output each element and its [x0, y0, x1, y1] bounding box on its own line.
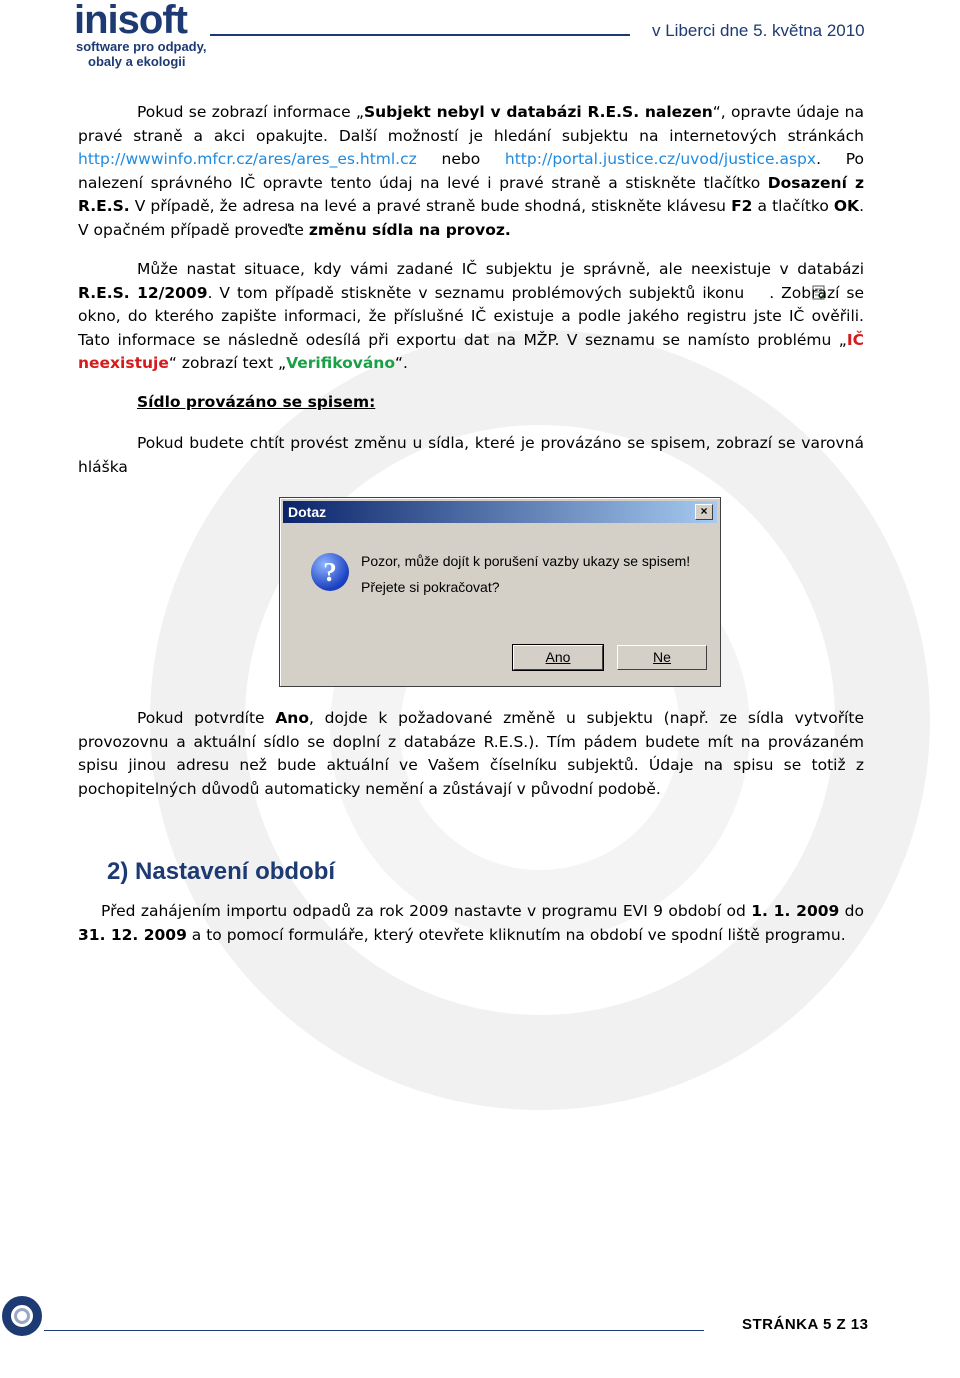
- paragraph-warning-line-1: Pokud budete chtít provést změnu u sídla, které je provázáno se spisem, zobrazí se varovná: [137, 434, 864, 452]
- question-icon: ?: [311, 553, 349, 591]
- paragraph-ic-not-exists: Může nastat situace, kdy vámi zadané IČ subjektu je správně, ale neexistuje v databázi R.E.S. 12/2009. V tom případě stiskněte v seznamu problémových subjektů ikonu . Zobrazí se okno, do kterého zapište informaci, že příslušné IČ existuje a podle jakého registru jste IČ ověřili. Tato informace se následně odesílá při exportu dat na MŽP. V seznamu se namísto problému „IČ neexistuje“ zobrazí text „Verifikováno“.: [78, 260, 864, 372]
- company-logo: inisoft: [74, 0, 187, 42]
- header-divider: [210, 34, 630, 36]
- section-title-linked-file: Sídlo provázáno se spisem:: [137, 393, 376, 411]
- company-logo-tagline: [76, 39, 207, 69]
- dialog-title: Dotaz: [288, 504, 327, 520]
- close-icon[interactable]: ×: [695, 504, 713, 520]
- logo-tagline-line-2: obaly a ekologii: [88, 54, 186, 69]
- no-button[interactable]: Ne: [617, 645, 707, 670]
- header-date: v Liberci dne 5. května 2010: [652, 21, 865, 40]
- dialog-message-line-1: Pozor, může dojít k porušení vazby ukazy se spisem!: [361, 553, 691, 569]
- yes-button[interactable]: Ano: [513, 645, 603, 670]
- heading-period-settings: 2) Nastavení období: [107, 858, 336, 885]
- document-check-icon[interactable]: [753, 284, 767, 299]
- paragraph-subject-not-found: Pokud se zobrazí informace „Subjekt nebyl v databázi R.E.S. nalezen“, opravte údaje na pravé straně a akci opakujte. Další možností je hledání subjektu na internetových stránkách http://wwwinfo.mfcr.cz/ares/ares_es.html.cz nebo http://portal.justice.cz/uvod/justice.aspx. Po nalezení správného IČ opravte tento údaj na levé i pravé straně a stiskněte tlačítko Dosazení z R.E.S. V případě, že adresa na levé a pravé straně bude shodná, stiskněte klávesu F2 a tlačítko OK. V opačném případě proveďte změnu sídla na provoz.: [78, 103, 864, 239]
- link-justice[interactable]: http://portal.justice.cz/uvod/justice.aspx: [504, 150, 817, 168]
- dialog-window: [279, 497, 721, 687]
- paragraph-warning-line-2: hláška: [78, 458, 128, 476]
- page-number: STRÁNKA 5 Z 13: [742, 1316, 869, 1333]
- paragraph-period-settings: Před zahájením importu odpadů za rok 2009 nastavte v programu EVI 9 období od 1. 1. 2009 do 31. 12. 2009 a to pomocí formuláře, který otevřete kliknutím na období ve spodní liště programu.: [78, 902, 865, 944]
- footer-divider: [44, 1330, 704, 1331]
- dialog-title-bar: [283, 501, 717, 523]
- footer-logo-inner: [14, 1308, 30, 1324]
- paragraph-confirm-yes: Pokud potvrdíte Ano, dojde k požadované změně u subjektu (např. ze sídla vytvoříte provozovnu a aktuální sídlo se doplní z databáze R.E.S.). Tím pádem budete mít na provázaném spisu jinou adresu než bude aktuální ve Vašem číselníku subjektů. Údaje na spisu se totiž z pochopitelných důvodů automaticky nemění a zůstávají v původní podobě.: [78, 709, 864, 798]
- logo-tagline-line-1: software pro odpady,: [76, 39, 207, 54]
- link-ares[interactable]: http://wwwinfo.mfcr.cz/ares/ares_es.html.cz: [78, 150, 417, 168]
- dialog-message-line-2: Přejete si pokračovat?: [361, 579, 500, 595]
